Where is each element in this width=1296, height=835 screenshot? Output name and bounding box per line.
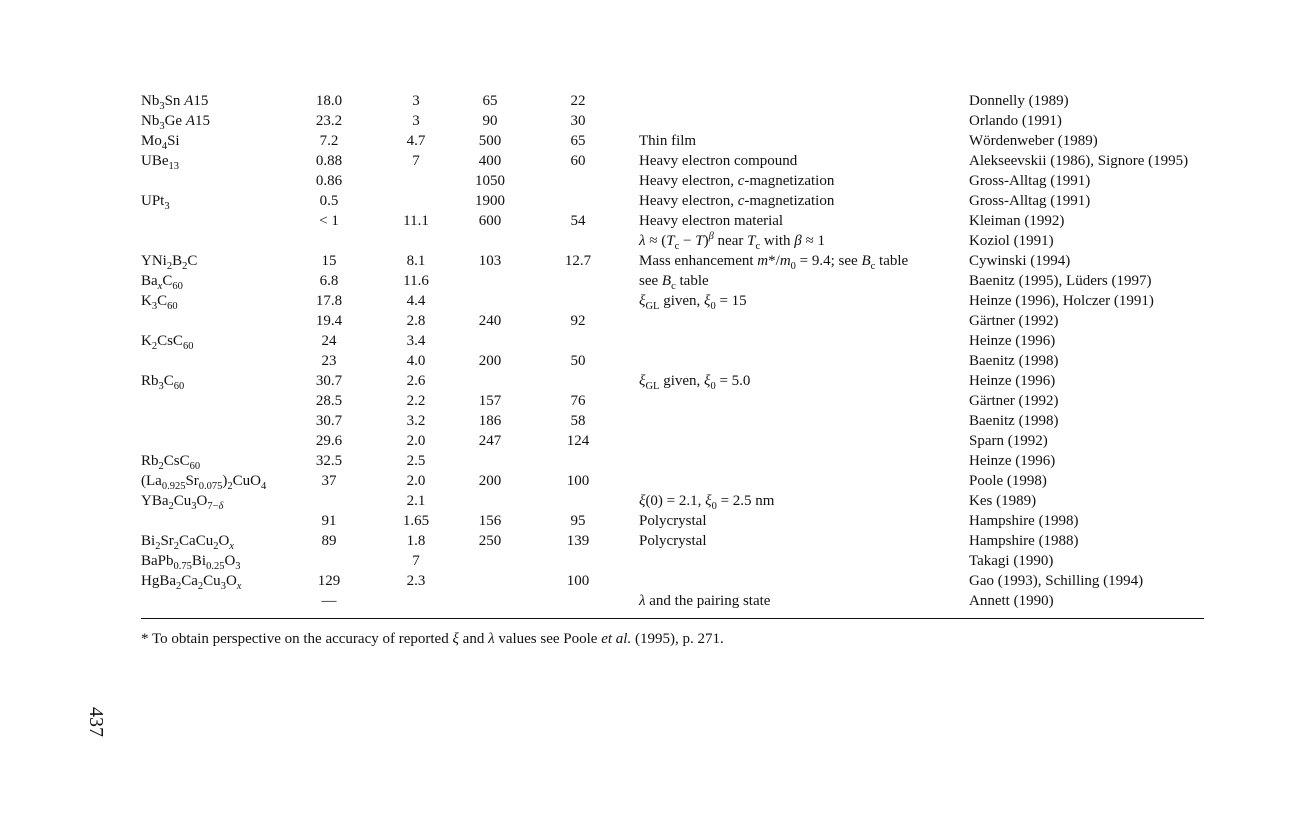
reference-cell: Kleiman (1992)	[969, 213, 1065, 229]
tc-cell: 24	[321, 333, 337, 349]
table-row	[0, 591, 1296, 611]
reference-cell: Sparn (1992)	[969, 433, 1048, 449]
comment-cell: Heavy electron compound	[639, 153, 798, 169]
kappa-cell: 95	[570, 513, 586, 529]
footnote: * To obtain perspective on the accuracy of reported ξ and λ values see Poole et al. (1995), p. 271.	[141, 631, 724, 647]
comment-cell: $\xi_{GL}$ given, $\xi_0 = 5.0$	[639, 373, 751, 392]
reference-cell: Heinze (1996)	[969, 333, 1056, 349]
reference-cell: Kes (1989)	[969, 493, 1037, 509]
reference-cell: Alekseevskii (1986), Signore (1995)	[969, 153, 1189, 169]
kappa-cell: 65	[570, 133, 586, 149]
material-cell: $Nb_3Sn$ A15	[141, 93, 209, 112]
comment-cell: Polycrystal	[639, 513, 707, 529]
table-row	[0, 511, 1296, 531]
table-row	[0, 171, 1296, 191]
penetration-depth-cell: 240	[478, 313, 502, 329]
coherence-length-cell: 7	[412, 553, 420, 569]
material-cell: $YNi_2B_2C$	[141, 253, 198, 272]
tc-cell: 30.7	[315, 413, 343, 429]
comment-cell: Polycrystal	[639, 533, 707, 549]
coherence-length-cell: 3.2	[406, 413, 426, 429]
tc-cell: 23.2	[315, 113, 343, 129]
coherence-length-cell: 4.4	[406, 293, 426, 309]
reference-cell: Heinze (1996)	[969, 373, 1056, 389]
material-cell: $Rb_2CsC_{60}$	[141, 453, 201, 472]
table-row	[0, 271, 1296, 291]
coherence-length-cell: 2.0	[406, 473, 426, 489]
table-row	[0, 131, 1296, 151]
material-cell: $Bi_2Sr_2CaCu_2O_x$	[141, 533, 234, 552]
reference-cell: Gao (1993), Schilling (1994)	[969, 573, 1144, 589]
coherence-length-cell: 11.6	[403, 273, 429, 289]
coherence-length-cell: 3	[412, 93, 420, 109]
tc-cell: 0.86	[315, 173, 343, 189]
material-cell: $BaPb_{0.75}Bi_{0.25}O_3$	[141, 553, 241, 572]
table-row	[0, 371, 1296, 391]
tc-cell: 91	[321, 513, 337, 529]
comment-cell: see $B_c$ table	[639, 273, 709, 292]
table-row	[0, 551, 1296, 571]
material-cell: $YBa_2Cu_3O_{7-\delta}$	[141, 493, 224, 512]
coherence-length-cell: 2.8	[406, 313, 426, 329]
tc-cell: 37	[321, 473, 337, 489]
kappa-cell: 54	[570, 213, 586, 229]
coherence-length-cell: 8.1	[406, 253, 426, 269]
penetration-depth-cell: 600	[478, 213, 502, 229]
tc-cell: 23	[321, 353, 337, 369]
table-row	[0, 471, 1296, 491]
material-cell: $Mo_4Si$	[141, 133, 180, 152]
kappa-cell: 100	[566, 573, 590, 589]
penetration-depth-cell: 247	[478, 433, 502, 449]
penetration-depth-cell: 157	[478, 393, 502, 409]
coherence-length-cell: 4.7	[406, 133, 426, 149]
table-bottom-rule	[141, 618, 1204, 619]
penetration-depth-cell: 186	[478, 413, 502, 429]
reference-cell: Baenitz (1998)	[969, 353, 1059, 369]
material-cell: $Nb_3Ge$ A15	[141, 113, 211, 132]
tc-cell: —	[321, 593, 337, 609]
comment-cell: Heavy electron material	[639, 213, 784, 229]
kappa-cell: 58	[570, 413, 586, 429]
penetration-depth-cell: 500	[478, 133, 502, 149]
reference-cell: Baenitz (1998)	[969, 413, 1059, 429]
reference-cell: Koziol (1991)	[969, 233, 1054, 249]
reference-cell: Poole (1998)	[969, 473, 1047, 489]
coherence-length-cell: 2.1	[406, 493, 426, 509]
comment-cell: $\xi_{GL}$ given, $\xi_0 = 15$	[639, 293, 747, 312]
tc-cell: 0.88	[315, 153, 343, 169]
reference-cell: Orlando (1991)	[969, 113, 1062, 129]
penetration-depth-cell: 103	[478, 253, 502, 269]
table-row	[0, 231, 1296, 251]
coherence-length-cell: 2.3	[406, 573, 426, 589]
tc-cell: 30.7	[315, 373, 343, 389]
kappa-cell: 92	[570, 313, 586, 329]
penetration-depth-cell: 250	[478, 533, 502, 549]
comment-cell: $\lambda \approx (T_c - T)^\beta$ near $T_c$ with β ≈ 1	[639, 231, 826, 252]
tc-cell: 32.5	[315, 453, 343, 469]
material-cell: UBe$_{13}$	[141, 153, 179, 172]
kappa-cell: 30	[570, 113, 586, 129]
table-row	[0, 211, 1296, 231]
material-cell: $K_3C_{60}$	[141, 293, 178, 312]
material-cell: $Ba_xC_{60}$	[141, 273, 183, 292]
reference-cell: Hampshire (1988)	[969, 533, 1079, 549]
penetration-depth-cell: 200	[478, 353, 502, 369]
kappa-cell: 124	[566, 433, 590, 449]
table-row	[0, 291, 1296, 311]
coherence-length-cell: 2.6	[406, 373, 426, 389]
reference-cell: Gross-Alltag (1991)	[969, 193, 1091, 209]
tc-cell: 18.0	[315, 93, 343, 109]
kappa-cell: 12.7	[564, 253, 592, 269]
coherence-length-cell: 3.4	[406, 333, 426, 349]
material-cell: $HgBa_2Ca_2Cu_3O_x$	[141, 573, 242, 592]
reference-cell: Gross-Alltag (1991)	[969, 173, 1091, 189]
tc-cell: 89	[321, 533, 337, 549]
page-number: 437	[85, 707, 107, 737]
kappa-cell: 100	[566, 473, 590, 489]
penetration-depth-cell: 65	[482, 93, 498, 109]
comment-cell: ξ(0) = 2.1, $\xi_0 = 2.5$ nm	[639, 493, 775, 512]
coherence-length-cell: 4.0	[406, 353, 426, 369]
table-row	[0, 191, 1296, 211]
tc-cell: 129	[317, 573, 341, 589]
reference-cell: Gärtner (1992)	[969, 393, 1059, 409]
reference-cell: Hampshire (1998)	[969, 513, 1079, 529]
table-row	[0, 311, 1296, 331]
coherence-length-cell: 2.0	[406, 433, 426, 449]
tc-cell: 7.2	[319, 133, 339, 149]
reference-cell: Annett (1990)	[969, 593, 1054, 609]
table-row	[0, 251, 1296, 271]
kappa-cell: 60	[570, 153, 586, 169]
coherence-length-cell: 11.1	[403, 213, 429, 229]
table-row	[0, 351, 1296, 371]
tc-cell: 29.6	[315, 433, 343, 449]
reference-cell: Takagi (1990)	[969, 553, 1054, 569]
reference-cell: Cywinski (1994)	[969, 253, 1071, 269]
material-cell: UPt$_3$	[141, 193, 170, 212]
comment-cell: Heavy electron, c-magnetization	[639, 193, 835, 209]
penetration-depth-cell: 400	[478, 153, 502, 169]
coherence-length-cell: 2.5	[406, 453, 426, 469]
table-row	[0, 411, 1296, 431]
coherence-length-cell: 7	[412, 153, 420, 169]
penetration-depth-cell: 200	[478, 473, 502, 489]
material-cell: $(La_{0.925}Sr_{0.075})_2CuO_4$	[141, 473, 267, 492]
tc-cell: 0.5	[319, 193, 339, 209]
material-cell: $K_2CsC_{60}$	[141, 333, 194, 352]
comment-cell: λ and the pairing state	[639, 593, 771, 609]
tc-cell: 15	[321, 253, 337, 269]
coherence-length-cell: 1.8	[406, 533, 426, 549]
table-row	[0, 331, 1296, 351]
reference-cell: Donnelly (1989)	[969, 93, 1069, 109]
kappa-cell: 139	[566, 533, 590, 549]
penetration-depth-cell: 1050	[475, 173, 505, 189]
reference-cell: Heinze (1996)	[969, 453, 1056, 469]
kappa-cell: 76	[570, 393, 586, 409]
tc-cell: 28.5	[315, 393, 343, 409]
table-row	[0, 491, 1296, 511]
table-row	[0, 431, 1296, 451]
table-row	[0, 151, 1296, 171]
table-row	[0, 531, 1296, 551]
coherence-length-cell: 2.2	[406, 393, 426, 409]
table-row	[0, 451, 1296, 471]
reference-cell: Baenitz (1995), Lüders (1997)	[969, 273, 1152, 289]
coherence-length-cell: 3	[412, 113, 420, 129]
tc-cell: 6.8	[319, 273, 339, 289]
comment-cell: Mass enhancement $m*/m_0 = 9.4$; see $B_c$ table	[639, 253, 909, 272]
penetration-depth-cell: 1900	[475, 193, 505, 209]
kappa-cell: 50	[570, 353, 586, 369]
coherence-length-cell: 1.65	[402, 513, 430, 529]
reference-cell: Heinze (1996), Holczer (1991)	[969, 293, 1154, 309]
table-row	[0, 571, 1296, 591]
table-row	[0, 391, 1296, 411]
table-row	[0, 91, 1296, 111]
penetration-depth-cell: 156	[478, 513, 502, 529]
material-cell: $Rb_3C_{60}$	[141, 373, 185, 392]
reference-cell: Wördenweber (1989)	[969, 133, 1098, 149]
reference-cell: Gärtner (1992)	[969, 313, 1059, 329]
penetration-depth-cell: 90	[482, 113, 498, 129]
tc-cell: < 1	[319, 213, 339, 229]
comment-cell: Thin film	[639, 133, 697, 149]
tc-cell: 17.8	[315, 293, 343, 309]
kappa-cell: 22	[570, 93, 586, 109]
tc-cell: 19.4	[315, 313, 343, 329]
comment-cell: Heavy electron, c-magnetization	[639, 173, 835, 189]
table-row	[0, 111, 1296, 131]
data-table	[0, 91, 1296, 611]
